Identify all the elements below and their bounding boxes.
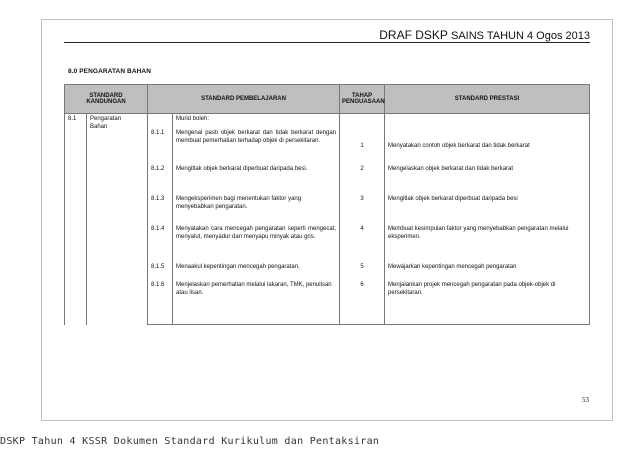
pembelajaran-text: Mengitlak objek berkarat diperbuat daripada besi. [173, 164, 340, 194]
pembelajaran-code: 8.1.3 [148, 194, 173, 224]
table-row [65, 114, 590, 128]
pembelajaran-code: 8.1.6 [148, 280, 173, 325]
pembelajaran-code: 8.1.2 [148, 164, 173, 194]
header-standard-kandungan-line1: STANDARD [89, 93, 123, 99]
header-standard-kandungan-line2: KANDUNGAN [86, 99, 126, 105]
header-standard-prestasi: STANDARD PRESTASI [385, 85, 590, 114]
header-tahap-line2: PENGUASAAN [342, 99, 385, 105]
intro-code-cell [148, 114, 173, 128]
header-tahap-line1: TAHAP [351, 93, 373, 99]
pembelajaran-text: Menaakul kepentingan mencegah pengaratan. [173, 262, 340, 280]
pembelajaran-text: Menyatakan cara mencegah pengaratan seperti mengecat, menyalut, menyadur dan menyapu minyak atau gris. [173, 224, 340, 262]
prestasi-text: Mengelaskan objek berkarat dan tidak berkarat [385, 164, 590, 194]
section-title: 8.0 PENGARATAN BAHAN [68, 68, 152, 75]
document-page [41, 19, 613, 421]
tahap-value: 3 [340, 194, 385, 224]
pembelajaran-text: Mengeksperimen bagi menentukan faktor yang menyebabkan pengaratan. [173, 194, 340, 224]
pembelajaran-code: 8.1.5 [148, 262, 173, 280]
document-footer: DSKP Tahun 4 KSSR Dokumen Standard Kurikulum dan Pentaksiran [0, 436, 380, 447]
pembelajaran-text: Menjelaskan pemerhatian melalui lakaran, TMK, penulisan atau lisan. [173, 280, 340, 325]
header-rule [64, 42, 590, 43]
page-header [379, 28, 590, 42]
prestasi-text: Membuat kesimpulan faktor yang menyebabkan pengaratan melalui eksperimen. [385, 224, 590, 262]
header-standard-kandungan [65, 85, 148, 114]
header-prefix: DRAF DSKP [379, 28, 448, 42]
tahap-value: 5 [340, 262, 385, 280]
kandungan-label-line2: Bahan [90, 124, 108, 130]
intro-tahap-cell [340, 114, 385, 128]
intro-prestasi-cell [385, 114, 590, 128]
kandungan-label [87, 114, 148, 325]
kandungan-code-spacer [65, 128, 87, 325]
tahap-value: 2 [340, 164, 385, 194]
header-title: SAINS TAHUN 4 Ogos 2013 [451, 30, 590, 42]
intro-text: Murid boleh: [173, 114, 340, 128]
tahap-value: 6 [340, 280, 385, 325]
tahap-value: 4 [340, 224, 385, 262]
page-number: 53 [582, 396, 589, 404]
prestasi-text: Mewajarkan kepentingan mencegah pengaratan [385, 262, 590, 280]
prestasi-text: Mengitlak objek berkarat diperbuat daripada besi [385, 194, 590, 224]
pembelajaran-text: Mengenal pasti objek berkarat dan tidak berkarat dengan membuat pemerhatian terhadap objek di persekitaran. [173, 128, 340, 164]
kandungan-label-line1: Pengaratan [90, 116, 122, 122]
pembelajaran-code: 8.1.4 [148, 224, 173, 262]
header-tahap-penguasaan [340, 85, 385, 114]
standards-table [64, 84, 590, 325]
table-header-row [65, 85, 590, 114]
tahap-value: 1 [340, 128, 385, 164]
pembelajaran-code: 8.1.1 [148, 128, 173, 164]
prestasi-text: Menyatakan contoh objek berkarat dan tidak berkarat [385, 128, 590, 164]
header-standard-pembelajaran: STANDARD PEMBELAJARAN [148, 85, 340, 114]
kandungan-code: 8.1 [65, 114, 87, 128]
prestasi-text: Menjalankan projek mencegah pengaratan pada objek-objek di persekitaran. [385, 280, 590, 325]
